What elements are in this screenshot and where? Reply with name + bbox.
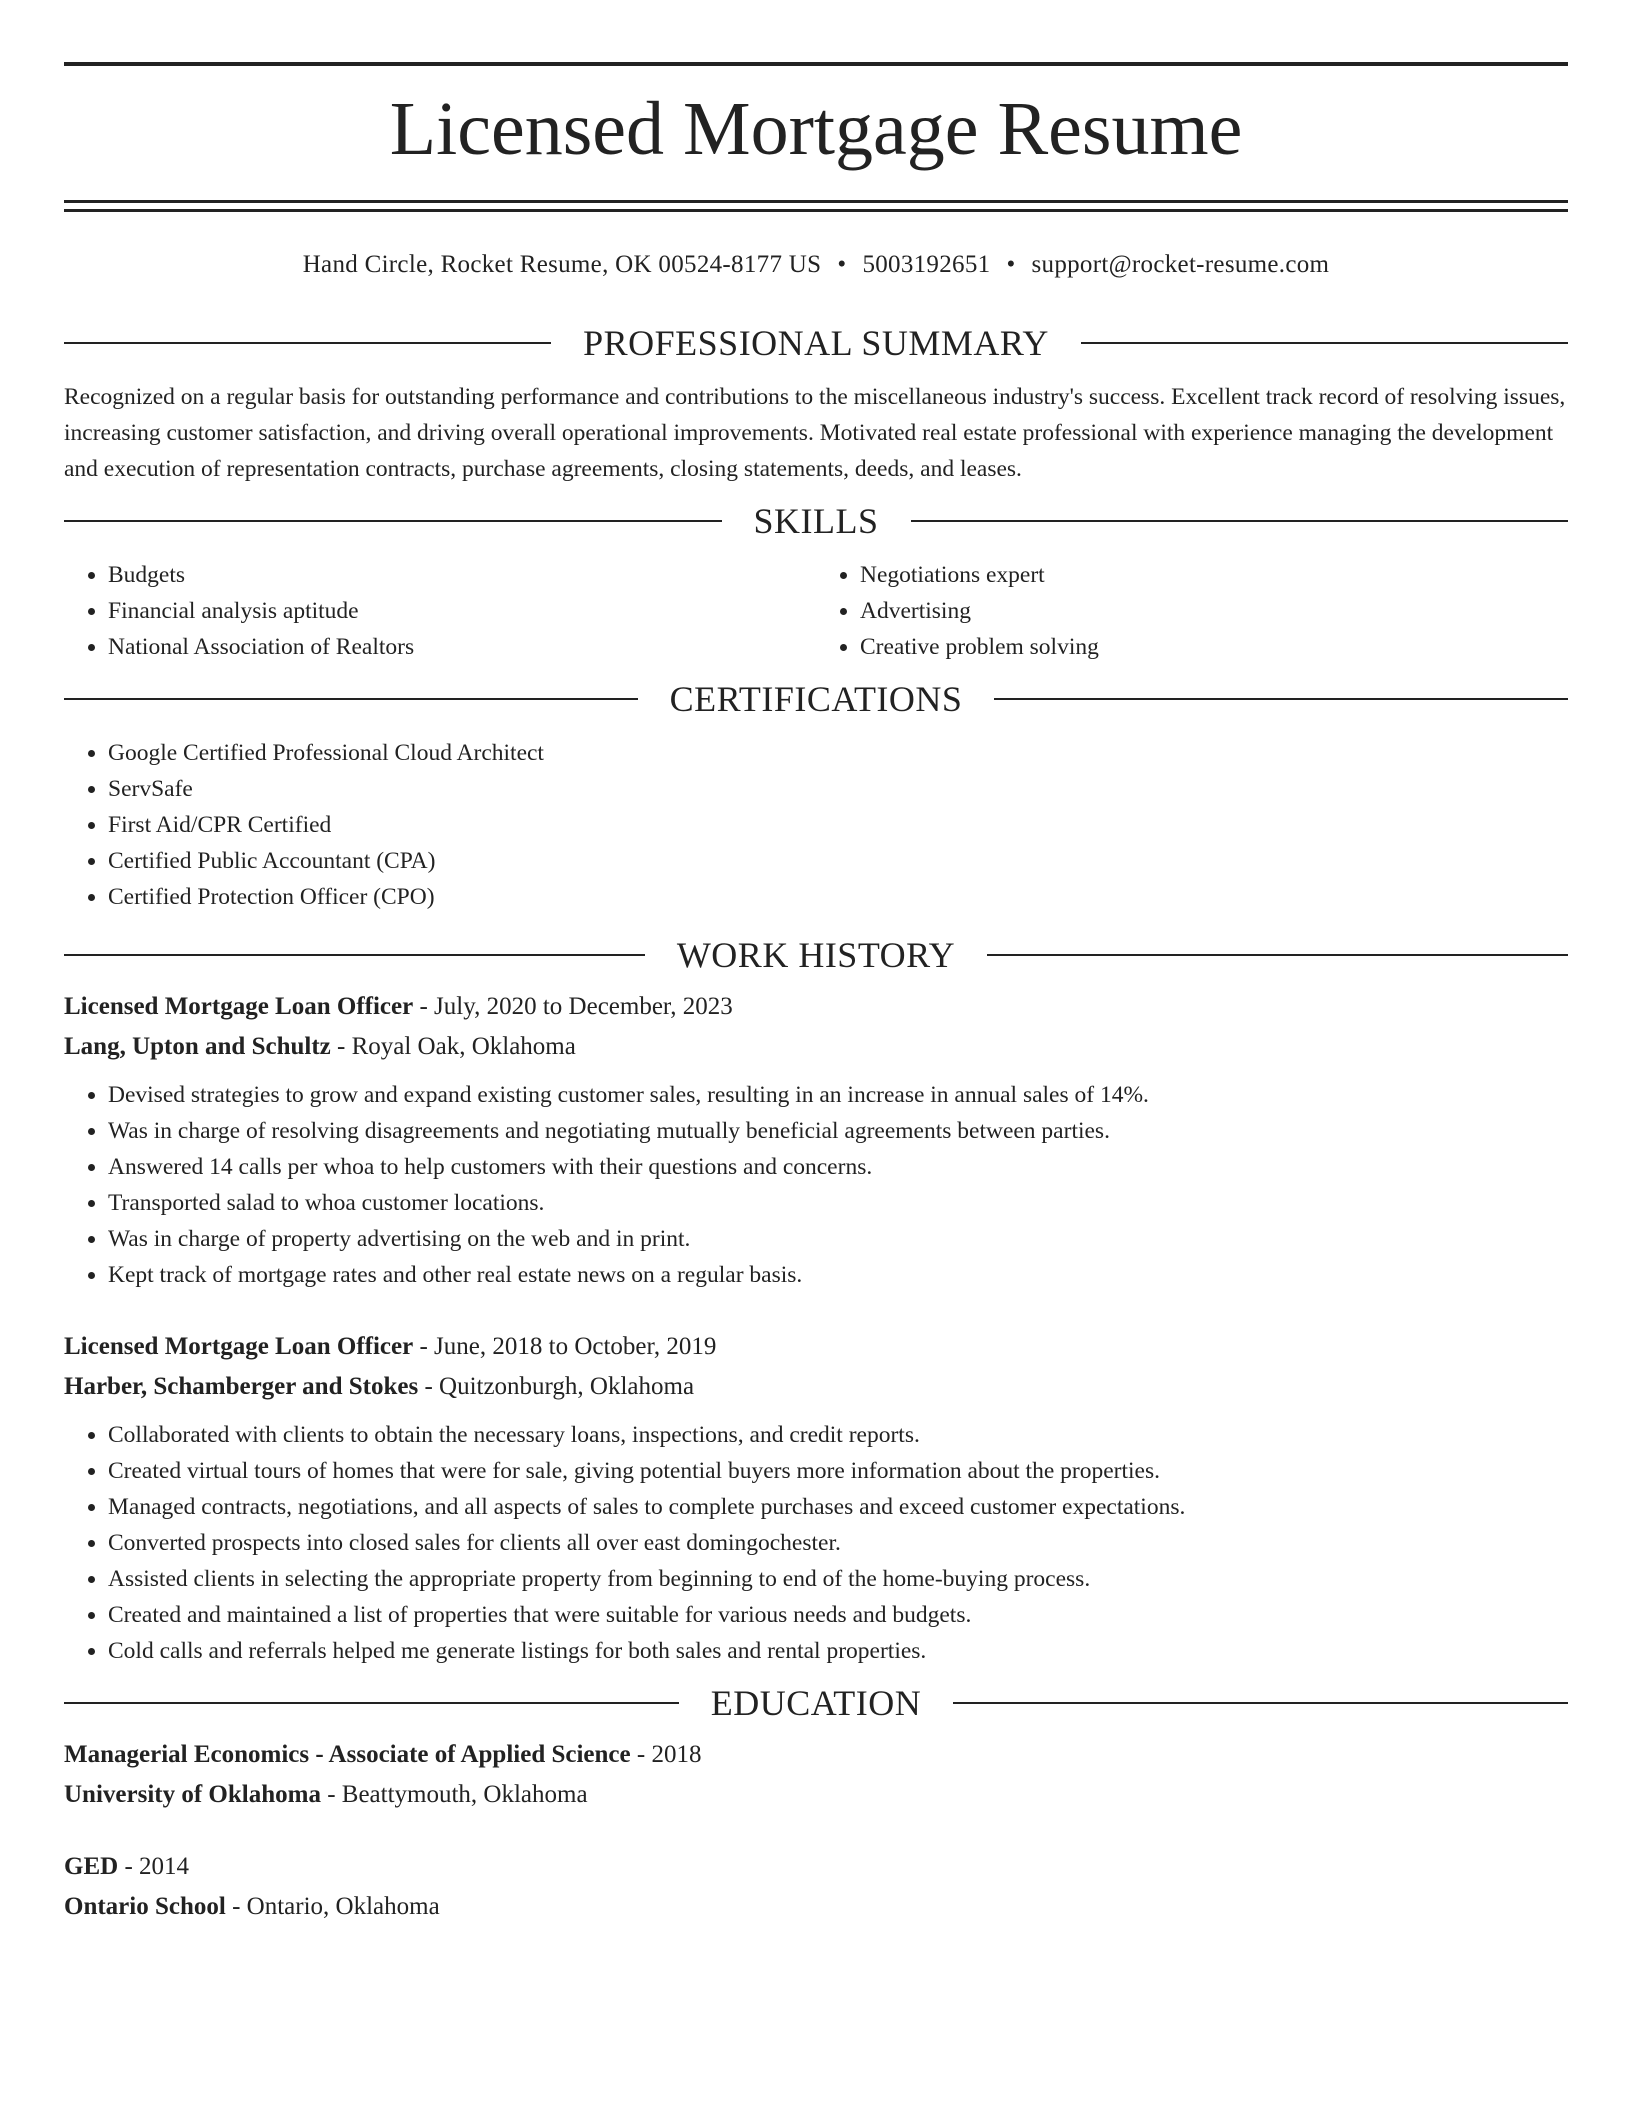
certification-item: • ServSafe: [108, 771, 1568, 807]
education-school: University of Oklahoma: [64, 1781, 321, 1808]
contact-phone: 5003192651: [862, 251, 991, 278]
education-degree: Managerial Economics - Associate of Applied Science: [64, 1741, 631, 1768]
heading-rule: [64, 520, 722, 522]
skill-item: • Negotiations expert: [860, 557, 1568, 593]
job-title-line: [64, 1327, 1568, 1367]
job-bullets: [64, 1417, 1568, 1669]
job-dates: - July, 2020 to December, 2023: [413, 993, 733, 1020]
skill-item: • National Association of Realtors: [108, 629, 816, 665]
certification-item: • Certified Protection Officer (CPO): [108, 879, 1568, 915]
heading-rule: [64, 954, 645, 956]
job-bullet: • Answered 14 calls per whoa to help customers with their questions and concerns.: [108, 1149, 1568, 1185]
contact-line: [64, 250, 1568, 280]
heading-rule: [987, 954, 1568, 956]
skill-item: • Financial analysis aptitude: [108, 593, 816, 629]
job-entry: [64, 987, 1568, 1293]
skill-item: • Creative problem solving: [860, 629, 1568, 665]
job-company: Lang, Upton and Schultz: [64, 1033, 331, 1060]
job-bullet: • Transported salad to whoa customer locations.: [108, 1185, 1568, 1221]
summary-heading: [64, 323, 1568, 363]
education-entry: [64, 1735, 1568, 1815]
job-title-line: [64, 987, 1568, 1027]
job-dates: - June, 2018 to October, 2019: [413, 1333, 717, 1360]
skills-heading-label: SKILLS: [753, 501, 879, 541]
job-title: Licensed Mortgage Loan Officer: [64, 1333, 414, 1360]
certification-item: • Google Certified Professional Cloud Architect: [108, 735, 1568, 771]
skills-list: [64, 557, 1568, 665]
education-heading: [64, 1683, 1568, 1723]
job-title: Licensed Mortgage Loan Officer: [64, 993, 414, 1020]
certifications-list: [64, 735, 1568, 915]
job-entry: [64, 1327, 1568, 1669]
job-bullet: • Was in charge of property advertising on the web and in print.: [108, 1221, 1568, 1257]
job-location: - Quitzonburgh, Oklahoma: [418, 1373, 695, 1400]
certification-item: • First Aid/CPR Certified: [108, 807, 1568, 843]
summary-heading-label: PROFESSIONAL SUMMARY: [583, 323, 1049, 363]
job-bullet: • Collaborated with clients to obtain the necessary loans, inspections, and credit reports.: [108, 1417, 1568, 1453]
heading-rule: [64, 698, 638, 700]
resume-title: Licensed Mortgage Resume: [389, 87, 1243, 171]
heading-rule: [994, 698, 1568, 700]
certification-item: • Certified Public Accountant (CPA): [108, 843, 1568, 879]
education-location: - Beattymouth, Oklahoma: [320, 1781, 588, 1808]
skills-heading: [64, 501, 1568, 541]
education-school-line: [64, 1775, 1568, 1815]
job-bullet: • Converted prospects into closed sales for clients all over east domingochester.: [108, 1525, 1568, 1561]
education-school-line: [64, 1887, 1568, 1927]
job-company-line: [64, 1367, 1568, 1407]
contact-address: Hand Circle, Rocket Resume, OK 00524-8177 US: [302, 251, 822, 278]
job-bullet: • Created virtual tours of homes that were for sale, giving potential buyers more information about the properties.: [108, 1453, 1568, 1489]
contact-email: support@rocket-resume.com: [1031, 251, 1330, 278]
job-bullet: • Created and maintained a list of properties that were suitable for various needs and budgets.: [108, 1597, 1568, 1633]
education-location: - Ontario, Oklahoma: [225, 1893, 440, 1920]
job-company-line: [64, 1027, 1568, 1067]
skill-item: • Budgets: [108, 557, 816, 593]
education-entry: [64, 1847, 1568, 1927]
job-bullet: • Assisted clients in selecting the appropriate property from beginning to end of the home-buying process.: [108, 1561, 1568, 1597]
certifications-heading: [64, 679, 1568, 719]
education-year: - 2018: [630, 1741, 702, 1768]
certifications-heading-label: CERTIFICATIONS: [669, 679, 963, 719]
skills-column-left: [64, 557, 816, 665]
job-bullet: • Was in charge of resolving disagreements and negotiating mutually beneficial agreements between parties.: [108, 1113, 1568, 1149]
heading-rule: [64, 1702, 679, 1704]
work-history-heading: [64, 935, 1568, 975]
education-school: Ontario School: [64, 1893, 226, 1920]
title-double-rule: [64, 200, 1568, 212]
education-degree: GED: [64, 1853, 119, 1880]
skills-column-right: [816, 557, 1568, 665]
summary-text: Recognized on a regular basis for outstanding performance and contributions to the miscellaneous industry's success. Excellent track record of resolving issues, increasing customer satisfaction, and driving overall operational improvements. Motivated real estate professional with experience managing the development and execution of representation contracts, purchase agreements, closing statements, deeds, and leases.: [64, 384, 1566, 482]
job-bullet: • Kept track of mortgage rates and other real estate news on a regular basis.: [108, 1257, 1568, 1293]
heading-rule: [64, 342, 551, 344]
education-degree-line: [64, 1735, 1568, 1775]
contact-separator: •: [837, 251, 847, 278]
heading-rule: [953, 1702, 1568, 1704]
job-bullet: • Cold calls and referrals helped me generate listings for both sales and rental properties.: [108, 1633, 1568, 1669]
heading-rule: [1081, 342, 1568, 344]
skill-item: • Advertising: [860, 593, 1568, 629]
contact-separator: •: [1006, 251, 1016, 278]
heading-rule: [911, 520, 1569, 522]
job-bullets: [64, 1077, 1568, 1293]
job-location: - Royal Oak, Oklahoma: [330, 1033, 576, 1060]
job-company: Harber, Schamberger and Stokes: [64, 1373, 419, 1400]
work-history-heading-label: WORK HISTORY: [676, 935, 956, 975]
top-rule: [64, 62, 1568, 66]
job-bullet: • Devised strategies to grow and expand existing customer sales, resulting in an increase in annual sales of 14%.: [108, 1077, 1568, 1113]
job-bullet: • Managed contracts, negotiations, and all aspects of sales to complete purchases and exceed customer expectations.: [108, 1489, 1568, 1525]
education-heading-label: EDUCATION: [710, 1683, 922, 1723]
education-degree-line: [64, 1847, 1568, 1887]
education-year: - 2014: [118, 1853, 190, 1880]
